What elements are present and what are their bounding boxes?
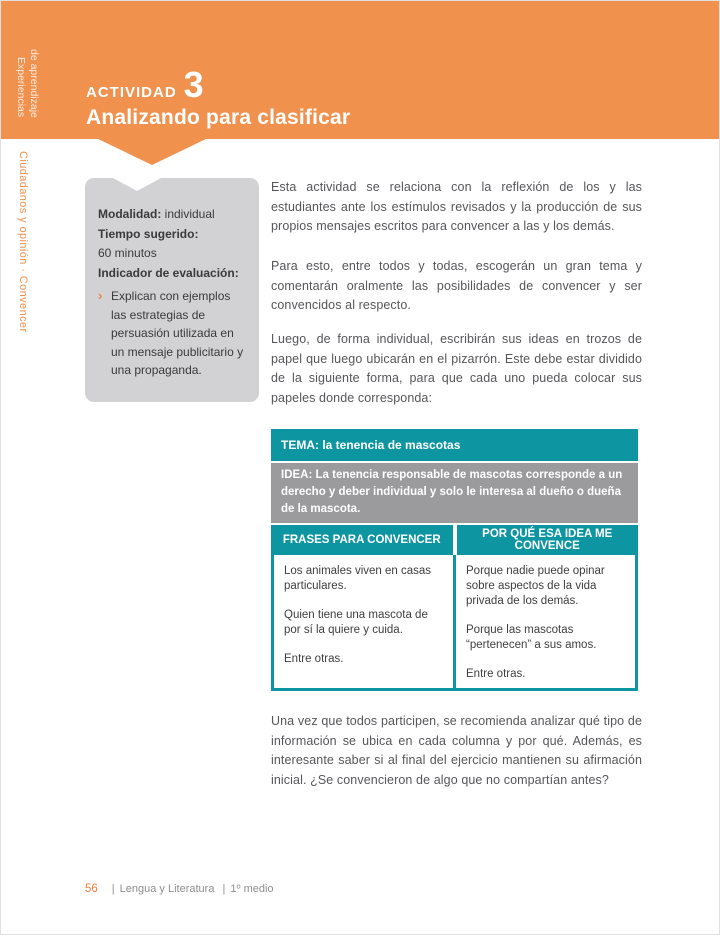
footer-separator: | xyxy=(111,883,115,895)
table-cell: Los animales viven en casas particulares. xyxy=(284,565,432,592)
activity-kicker: ACTIVIDAD xyxy=(86,84,177,101)
frases-column xyxy=(274,555,453,688)
footer-separator: | xyxy=(222,883,226,895)
page-number: 56 xyxy=(85,883,98,895)
modalidad-label: Modalidad: xyxy=(98,207,162,221)
column-header-frases: FRASES PARA CONVENCER xyxy=(271,525,453,555)
header-band xyxy=(1,1,720,139)
header-band-pointer xyxy=(96,138,208,165)
footer-breadcrumb xyxy=(112,883,279,895)
footer-course: Lengua y Literatura xyxy=(119,883,215,895)
modalidad-value: individual xyxy=(161,207,215,221)
activity-number: 3 xyxy=(183,64,204,105)
table-cell: Entre otras. xyxy=(466,668,526,680)
chevron-bullet-icon: › xyxy=(98,288,103,303)
intro-paragraph: Esta actividad se relaciona con la reflexión de los y las estudiantes ante los estímulos revisados y la producción de sus propios mensajes escritos para convencer a las y los demás. xyxy=(271,180,642,233)
table-tema-row: TEMA: la tenencia de mascotas xyxy=(271,429,638,461)
indicador-label: Indicador de evaluación: xyxy=(98,265,239,280)
band-vertical-label-line2: de aprendizaje xyxy=(28,49,40,118)
table-body xyxy=(271,555,638,691)
instructions-paragraph-1: Para esto, entre todos y todas, escogerán un gran tema y comentarán oralmente las posibilidades de convencer y ser convencidos al respecto. xyxy=(271,259,642,312)
table-header-row xyxy=(271,525,638,555)
unit-vertical-label: Ciudadanos y opinión · Convencer xyxy=(17,151,29,333)
footer-grade: 1º medio xyxy=(230,883,274,895)
indicator-text: Explican con ejemplos las estrategias de persuasión utilizada en un mensaje publicitario y una propaganda. xyxy=(111,289,244,377)
band-vertical-label-line1: Experiencias xyxy=(15,57,27,118)
activity-info-box xyxy=(85,178,259,402)
table-cell: Porque las mascotas “pertenecen” a sus amos. xyxy=(466,624,597,651)
tiempo-value: 60 minutos xyxy=(98,246,157,260)
activity-heading xyxy=(86,64,204,105)
instructions-paragraph-2: Luego, de forma individual, escribirán sus ideas en trozos de papel que luego ubicarán en el pizarrón. Este debe estar dividido de la siguiente forma, para que cada uno pueda colocar sus papeles donde corresponda: xyxy=(271,332,642,405)
table-cell: Porque nadie puede opinar sobre aspectos de la vida privada de los demás. xyxy=(466,565,605,607)
table-cell: Quien tiene una mascota de por sí la quiere y cuida. xyxy=(284,609,428,636)
classification-table xyxy=(271,429,638,691)
page-title: Analizando para clasificar xyxy=(86,106,351,129)
modalidad-line xyxy=(98,205,247,224)
tiempo-label: Tiempo sugerido: xyxy=(98,226,199,241)
column-header-porque: POR QUÉ ESA IDEA ME CONVENCE xyxy=(457,525,639,555)
page-footer xyxy=(85,883,279,895)
table-cell: Entre otras. xyxy=(284,653,344,665)
closing-paragraph: Una vez que todos participen, se recomienda analizar qué tipo de información se ubica en cada columna y por qué. Además, es interesante saber si al final del ejercicio mantienen su afirmación inicial. ¿Se convencieron de algo que no compartían antes? xyxy=(271,714,642,787)
table-idea-row: IDEA: La tenencia responsable de mascotas corresponde a un derecho y deber individual y solo le interesa al dueño o dueña de la mascota. xyxy=(271,463,638,523)
info-box-notch xyxy=(113,178,161,191)
indicator-item xyxy=(98,287,247,380)
porque-column xyxy=(456,555,635,688)
